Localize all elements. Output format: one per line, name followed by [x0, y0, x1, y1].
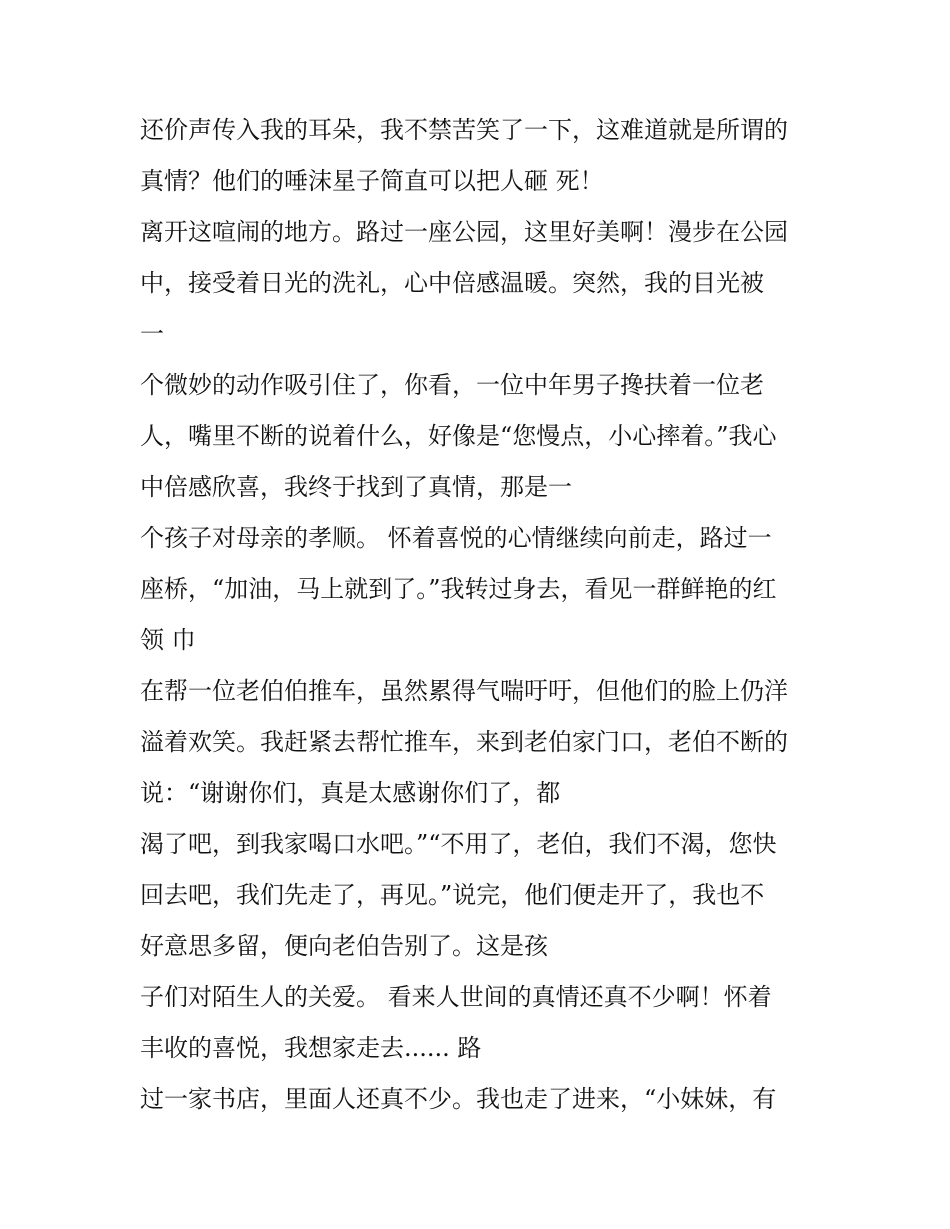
- text-line-8: 中倍感欣喜，我终于找到了真情，那是一: [140, 473, 572, 501]
- text-line-19: 丰收的喜悦，我想家走去...... 路: [140, 1034, 482, 1062]
- text-line-17: 好意思多留，便向老伯告别了。这是孩: [140, 932, 548, 960]
- text-line-15: 渴了吧，到我家喝口水吧。”“不用了，老伯，我们不渴，您快: [140, 830, 777, 858]
- text-line-13: 溢着欢笑。我赶紧去帮忙推车，来到老伯家门口，老伯不断的: [140, 728, 788, 756]
- text-line-10: 座桥，“加油，马上就到了。”我转过身去，看见一群鲜艳的红: [140, 575, 777, 603]
- text-line-3: 离开这喧闹的地方。路过一座公园，这里好美啊！漫步在公园: [140, 218, 788, 246]
- text-line-2: 真情？他们的唾沫星子简直可以把人砸 死！: [140, 167, 604, 195]
- text-line-6: 个微妙的动作吸引住了，你看，一位中年男子搀扶着一位老: [140, 371, 764, 399]
- text-line-7: 人，嘴里不断的说着什么，好像是“您慢点，小心摔着。”我心: [140, 422, 777, 450]
- text-line-1: 还价声传入我的耳朵，我不禁苦笑了一下，这难道就是所谓的: [140, 116, 788, 144]
- text-line-9: 个孩子对母亲的孝顺。 怀着喜悦的心情继续向前走，路过一: [140, 524, 772, 552]
- text-line-18: 子们对陌生人的关爱。 看来人世间的真情还真不少啊！怀着: [140, 983, 772, 1011]
- text-line-4: 中，接受着日光的洗礼，心中倍感温暖。突然，我的目光被: [140, 269, 764, 297]
- text-line-11: 领 巾: [140, 626, 196, 654]
- text-line-20: 过一家书店，里面人还真不少。我也走了进来，“小妹妹，有: [140, 1085, 777, 1113]
- body-text: [140, 105, 820, 1125]
- text-line-5: 一: [140, 320, 164, 348]
- text-line-12: 在帮一位老伯伯推车，虽然累得气喘吁吁，但他们的脸上仍洋: [140, 677, 788, 705]
- text-line-16: 回去吧，我们先走了，再见。”说完，他们便走开了，我也不: [140, 881, 765, 909]
- text-line-14: 说：“谢谢你们，真是太感谢你们了，都: [140, 779, 561, 807]
